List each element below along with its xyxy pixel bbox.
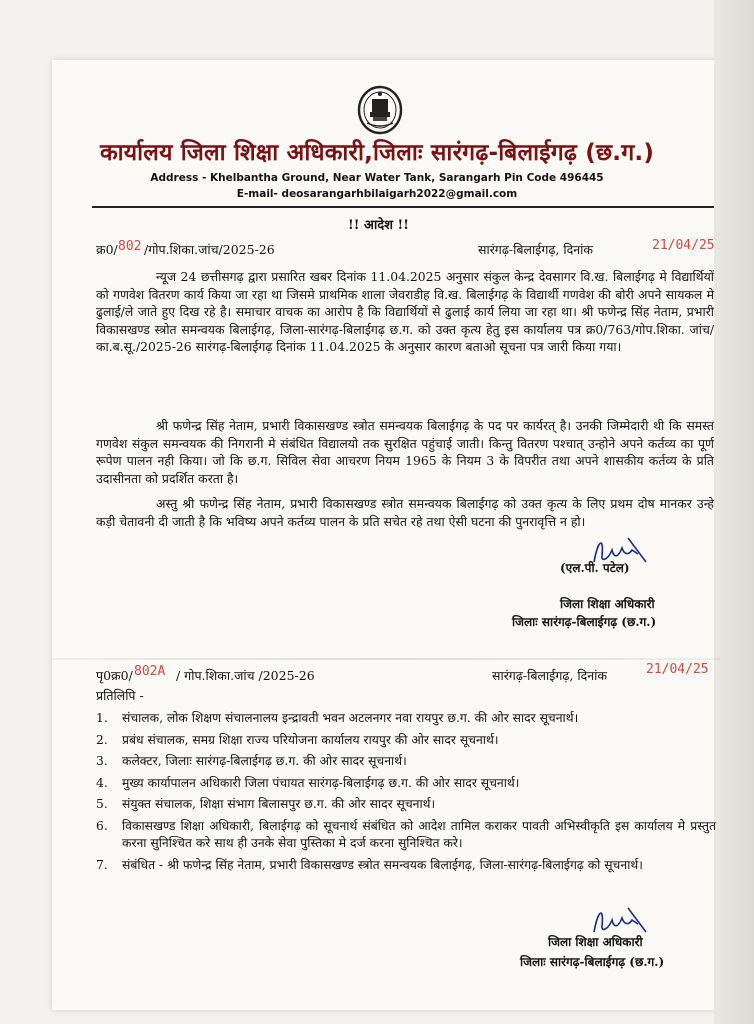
list-item: 1. संचालक, लोक शिक्षण संचालनालय इन्द्रावती भवन अटलनगर नवा रायपुर छ.ग. की ओर सादर सूचनार्थ। [96, 711, 579, 725]
copy-ref-number: 802A [134, 664, 166, 679]
list-item: 2. प्रबंध संचालक, समग्र शिक्षा राज्य परियोजना कार्यालय रायपुर की ओर सादर सूचनार्थ। [96, 732, 499, 747]
copy-label: प्रतिलिपि - [96, 688, 144, 703]
list-item: 7. संबंधित - श्री फणेन्द्र सिंह नेताम, प्रभारी विकासखण्ड स्त्रोत समन्वयक बिलाईगढ़, जिला-सारंगढ़-बिलाईगढ़ को सूचनार्थ। [96, 857, 643, 872]
copy-ref-prefix: पृ0क्र0/ [96, 668, 133, 683]
list-item: 6. विकासखण्ड शिक्षा अधिकारी, बिलाईगढ़ को सूचनार्थ संबंधित को आदेश तामिल कराकर पावती अभिस्वीकृति इस कार्यालय मे प्रस्तुत करना सुनिश्चित करे साथ ही उनके सेवा पुस्तिका मे दर्ज करना सुनिश्चित करे। [96, 818, 716, 850]
copy-ref-suffix: / गोप.शिका.जांच /2025-26 [176, 668, 315, 683]
order-paragraph-3: अस्तु श्री फणेन्द्र सिंह नेताम, प्रभारी विकासखण्ड स्त्रोत समन्वयक बिलाईगढ़ को उक्त कृत्य के लिए प्रथम दोष मानकर उन्हे कड़ी चेतावनी दी जाती है कि भविष्य अपने कर्तव्य पालन के प्रति सचेत रहे तथा ऐसी घटना की पुनरावृत्ति न हो। [96, 496, 714, 529]
order-signatory-district: जिलाः सारंगढ़-बिलाईगढ़ (छ.ग.) [512, 615, 657, 629]
order-paragraph-1: न्यूज 24 छत्तीसगढ़ द्वारा प्रसारित खबर दिनांक 11.04.2025 अनुसार संकुल केन्द्र देवसागर वि.ख. बिलाईगढ़ मे विद्यार्थियों को गणवेश वितरण कार्य किया जा रहा था जिसमे प्राथमिक शाला जेवराडीह वि.ख. बिलाईगढ़ के विद्यार्थी गणवेश की बोरी अपने सायकल मे ढुलाई/ले जाते हुए दिख रहे है। समाचार वाचक का आरोप है कि विद्यार्थियों से ढुलाई कार्य लिया जा रहा था। श्री फणेन्द्र सिंह नेताम, प्रभारी विकासखण्ड स्त्रोत समन्वयक बिलाईगढ़, जिला-सारंगढ़-बिलाईगढ़ छ.ग. को उक्त कृत्य हेतु इस कार्यालय पत्र क्र0/763/गोप.शिका. जांच/का.ब.सू./2025-26 सारंगढ़-बिलाईगढ़ दिनांक 11.04.2025 के अनुसार कारण बताओ सूचना पत्र जारी किया गया। [96, 269, 714, 354]
office-email: E-mail- deosarangarhbilaigarh2022@gmail.com [236, 188, 518, 200]
copy-place-date: सारंगढ़-बिलाईगढ़, दिनांक [492, 668, 607, 683]
header-divider [92, 206, 714, 208]
copy-signatory-district: जिलाः सारंगढ़-बिलाईगढ़ (छ.ग.) [520, 955, 665, 969]
order-heading: !! आदेश !! [348, 218, 409, 233]
copy-date: 21/04/25 [646, 662, 709, 677]
page-fold [52, 658, 720, 660]
copy-signatory-designation: जिला शिक्षा अधिकारी [548, 935, 643, 949]
state-emblem-icon [357, 85, 403, 135]
order-signatory-name: (एल.पी. पटेल) [560, 561, 630, 575]
order-ref-suffix: /गोप.शिका.जांच/2025-26 [144, 242, 275, 257]
order-ref-prefix: क्र0/ [96, 242, 118, 257]
office-title: कार्यालय जिला शिक्षा अधिकारी,जिलाः सारंगढ़-बिलाईगढ़ (छ.ग.) [99, 140, 655, 166]
list-item: 3. कलेक्टर, जिलाः सारंगढ़-बिलाईगढ़ छ.ग. की ओर सादर सूचनार्थ। [96, 754, 407, 768]
list-item: 5. संयुक्त संचालक, शिक्षा संभाग बिलासपुर छ.ग. की ओर सादर सूचनार्थ। [96, 797, 436, 811]
list-item: 4. मुख्य कार्यापालन अधिकारी जिला पंचायत सारंगढ़-बिलाईगढ़ छ.ग. की ओर सादर सूचनार्थ। [96, 775, 520, 790]
copy-recipient-list [96, 710, 716, 878]
office-address: Address - Khelbantha Ground, Near Water Tank, Sarangarh Pin Code 496445 [150, 172, 604, 184]
order-paragraph-2: श्री फणेन्द्र सिंह नेताम, प्रभारी विकासखण्ड स्त्रोत समन्वयक बिलाईगढ़ के पद पर कार्यरत् है। उनकी जिम्मेदारी थी कि समस्त गणवेश संकुल समन्वयक की निगरानी मे संबंधित विद्यालयो तक सुरक्षित पहुंचाई जाती। किन्तु वितरण पश्चात् उन्होने अपने कर्तव्य का पूर्ण रूपेण पालन नही किया। जो कि छ.ग. सिविल सेवा आचरण नियम 1965 के नियम 3 के विपरीत तथा अपने शासकीय कर्तव्य के प्रति उदासीनता को प्रदर्शित करता है। [96, 418, 714, 486]
order-date: 21/04/25 [652, 238, 715, 253]
order-ref-number: 802 [118, 239, 142, 254]
order-place-date: सारंगढ़-बिलाईगढ़, दिनांक [478, 242, 593, 257]
order-signatory-designation: जिला शिक्षा अधिकारी [560, 597, 655, 611]
